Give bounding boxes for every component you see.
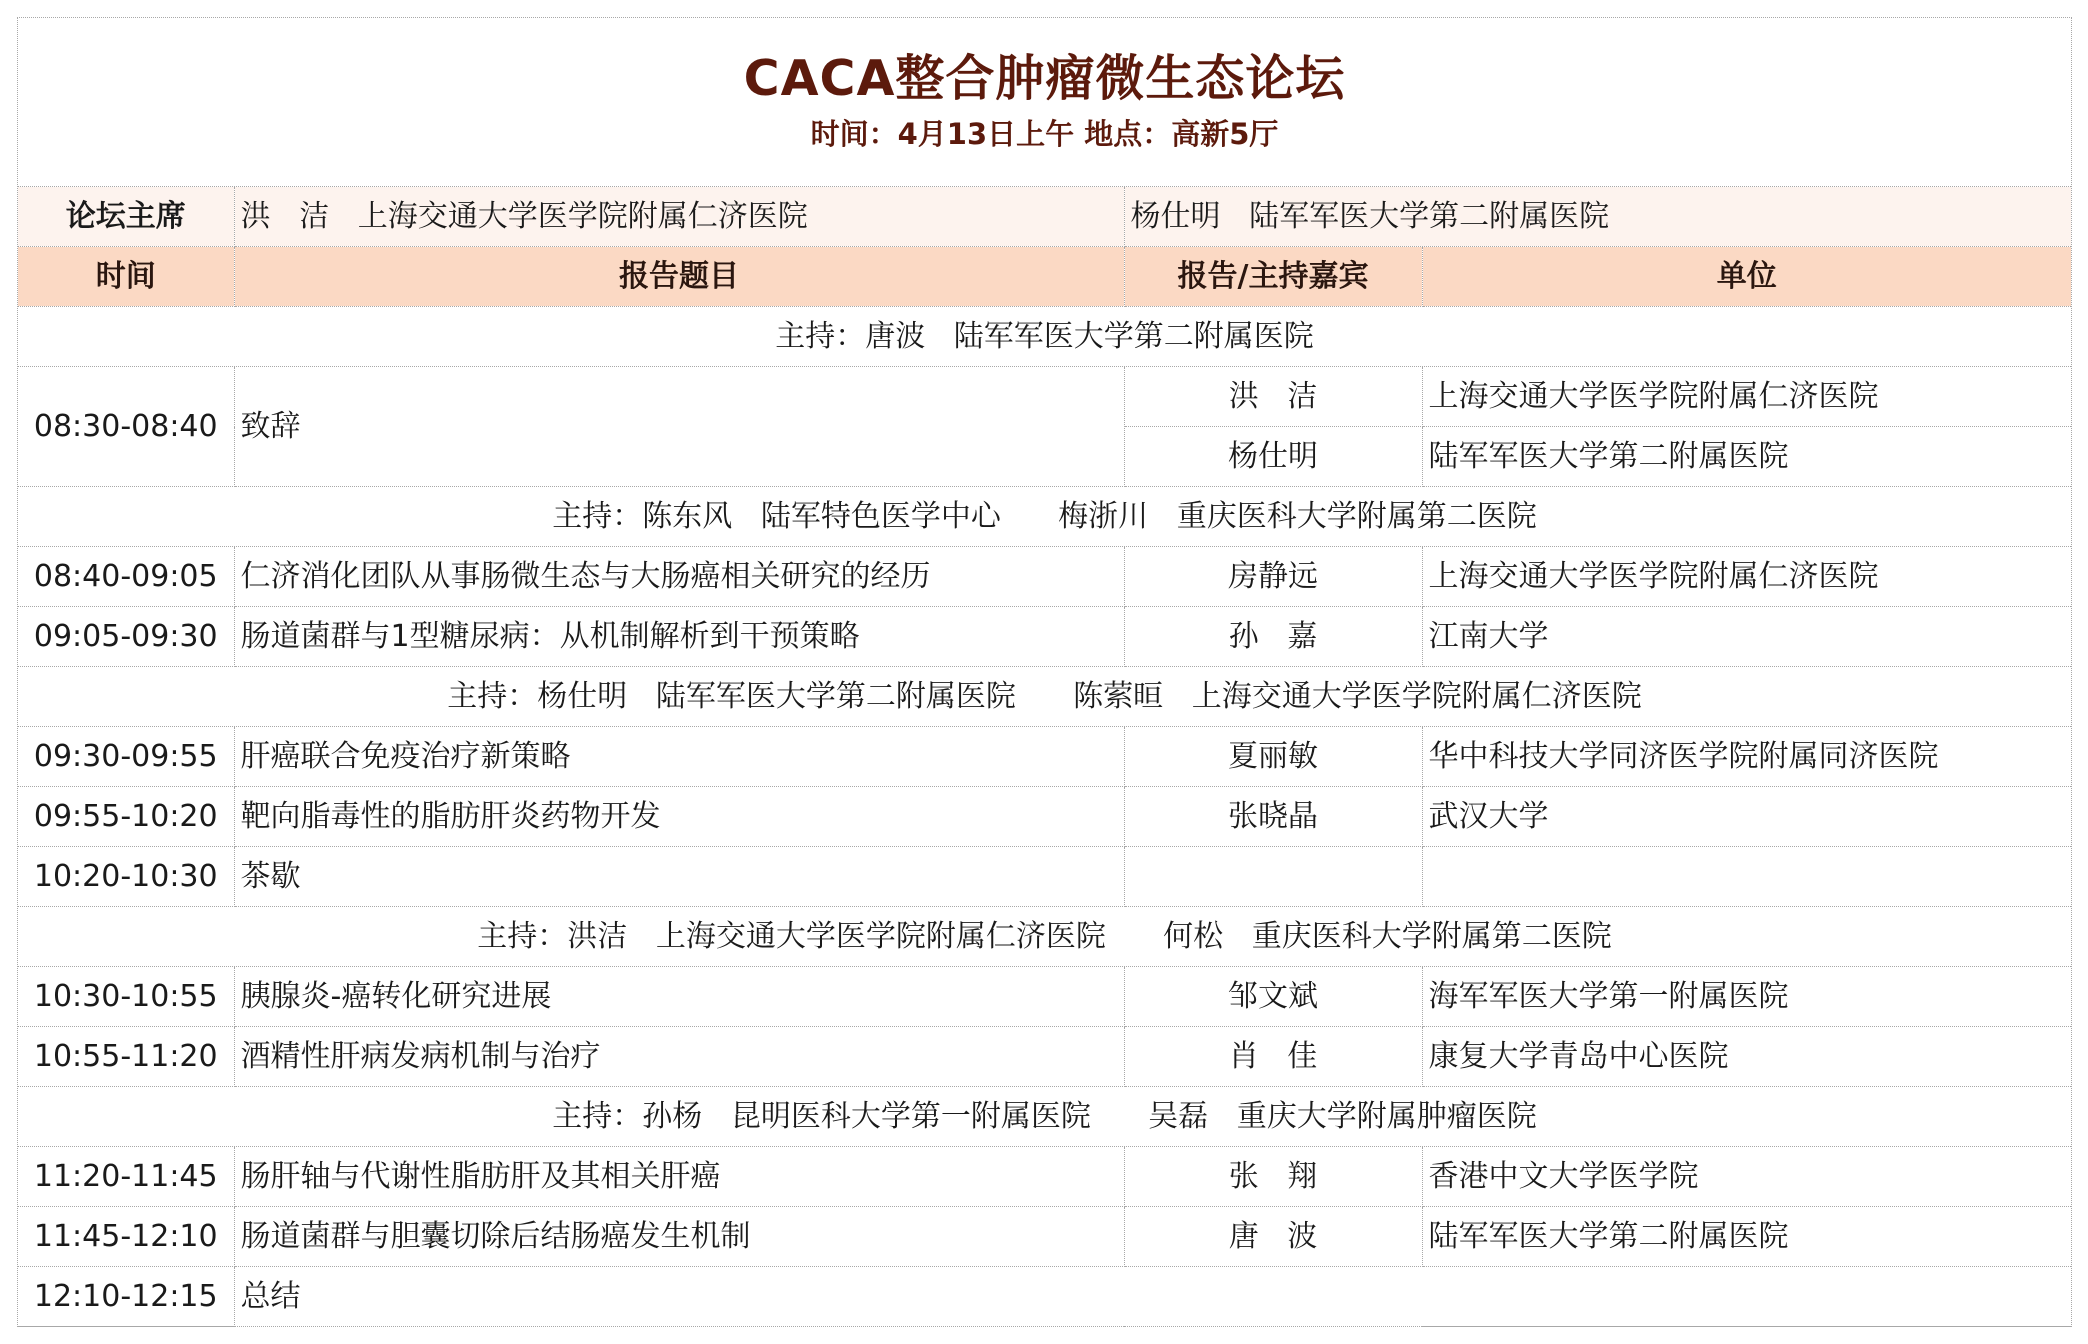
talk-speaker: 邹文斌: [1124, 967, 1422, 1027]
talk-speaker: 张晓晶: [1124, 787, 1422, 847]
talk-time: 09:05-09:30: [18, 607, 234, 667]
agenda-sheet: [17, 17, 2072, 1327]
table-row: [18, 547, 2071, 607]
table-row: [18, 607, 2071, 667]
talk-unit: 陆军军医大学第二附属医院: [1422, 427, 2071, 487]
session-host: 主持：孙杨 昆明医科大学第一附属医院 吴磊 重庆大学附属肿瘤医院: [18, 1087, 2071, 1147]
talk-time: 11:45-12:10: [18, 1207, 234, 1267]
talk-speaker: 洪 洁: [1124, 367, 1422, 427]
table-row: [18, 1147, 2071, 1207]
talk-topic: 致辞: [234, 367, 1124, 487]
talk-speaker: 孙 嘉: [1124, 607, 1422, 667]
talk-time: 10:55-11:20: [18, 1027, 234, 1087]
talk-topic: 肠肝轴与代谢性脂肪肝及其相关肝癌: [234, 1147, 1124, 1207]
table-row: [18, 787, 2071, 847]
column-header-unit: 单位: [1422, 247, 2071, 307]
talk-topic: 胰腺炎-癌转化研究进展: [234, 967, 1124, 1027]
forum-title: CACA整合肿瘤微生态论坛: [743, 50, 1346, 107]
talk-topic: 仁济消化团队从事肠微生态与大肠癌相关研究的经历: [234, 547, 1124, 607]
talk-topic: 靶向脂毒性的脂肪肝炎药物开发: [234, 787, 1124, 847]
session-host-row: [18, 1087, 2071, 1147]
session-host-row: [18, 487, 2071, 547]
talk-speaker: 唐 波: [1124, 1207, 1422, 1267]
talk-unit: 陆军军医大学第二附属医院: [1422, 1207, 2071, 1267]
talk-speaker: 房静远: [1124, 547, 1422, 607]
forum-time-location: 时间：4月13日上午 地点：高新5厅: [810, 117, 1279, 151]
column-header-time: 时间: [18, 247, 234, 307]
talk-unit: 华中科技大学同济医学院附属同济医院: [1422, 727, 2071, 787]
closing-time: 12:10-12:15: [18, 1267, 234, 1327]
talk-topic: 肠道菌群与1型糖尿病：从机制解析到干预策略: [234, 607, 1124, 667]
session-host-row: [18, 307, 2071, 367]
session-host: 主持：唐波 陆军军医大学第二附属医院: [18, 307, 2071, 367]
talk-speaker: 夏丽敏: [1124, 727, 1422, 787]
forum-chairs-row: [18, 187, 2071, 247]
talk-topic: 肝癌联合免疫治疗新策略: [234, 727, 1124, 787]
talk-time: 09:55-10:20: [18, 787, 234, 847]
talk-unit: 武汉大学: [1422, 787, 2071, 847]
session-host: 主持：洪洁 上海交通大学医学院附属仁济医院 何松 重庆医科大学附属第二医院: [18, 907, 2071, 967]
session-host: 主持：陈东风 陆军特色医学中心 梅浙川 重庆医科大学附属第二医院: [18, 487, 2071, 547]
talk-speaker: [1124, 847, 1422, 907]
closing-row: [18, 1267, 2071, 1327]
agenda-table: [18, 187, 2071, 1327]
talk-topic: 肠道菌群与胆囊切除后结肠癌发生机制: [234, 1207, 1124, 1267]
talk-topic: 酒精性肝病发病机制与治疗: [234, 1027, 1124, 1087]
talk-speaker: 张 翔: [1124, 1147, 1422, 1207]
table-row: [18, 1207, 2071, 1267]
talk-time: 10:30-10:55: [18, 967, 234, 1027]
talk-unit: 江南大学: [1422, 607, 2071, 667]
column-header-topic: 报告题目: [234, 247, 1124, 307]
talk-time: 08:30-08:40: [18, 367, 234, 487]
table-row: [18, 967, 2071, 1027]
table-row: [18, 1027, 2071, 1087]
closing-topic: 总结: [234, 1267, 2071, 1327]
talk-unit: 上海交通大学医学院附属仁济医院: [1422, 547, 2071, 607]
table-row: [18, 727, 2071, 787]
forum-chair-1: 洪 洁 上海交通大学医学院附属仁济医院: [234, 187, 1124, 247]
agenda-header: [18, 18, 2071, 187]
session-host-row: [18, 907, 2071, 967]
forum-chairs-label: 论坛主席: [18, 187, 234, 247]
forum-chair-2: 杨仕明 陆军军医大学第二附属医院: [1124, 187, 2071, 247]
talk-speaker: 肖 佳: [1124, 1027, 1422, 1087]
table-header-row: [18, 247, 2071, 307]
session-host-row: [18, 667, 2071, 727]
talk-topic: 茶歇: [234, 847, 1124, 907]
talk-time: 11:20-11:45: [18, 1147, 234, 1207]
talk-time: 08:40-09:05: [18, 547, 234, 607]
talk-unit: [1422, 847, 2071, 907]
talk-time: 09:30-09:55: [18, 727, 234, 787]
talk-time: 10:20-10:30: [18, 847, 234, 907]
table-row: [18, 367, 2071, 427]
talk-speaker: 杨仕明: [1124, 427, 1422, 487]
table-row: [18, 847, 2071, 907]
session-host: 主持：杨仕明 陆军军医大学第二附属医院 陈萦晅 上海交通大学医学院附属仁济医院: [18, 667, 2071, 727]
column-header-speaker: 报告/主持嘉宾: [1124, 247, 1422, 307]
talk-unit: 海军军医大学第一附属医院: [1422, 967, 2071, 1027]
talk-unit: 康复大学青岛中心医院: [1422, 1027, 2071, 1087]
talk-unit: 上海交通大学医学院附属仁济医院: [1422, 367, 2071, 427]
talk-unit: 香港中文大学医学院: [1422, 1147, 2071, 1207]
